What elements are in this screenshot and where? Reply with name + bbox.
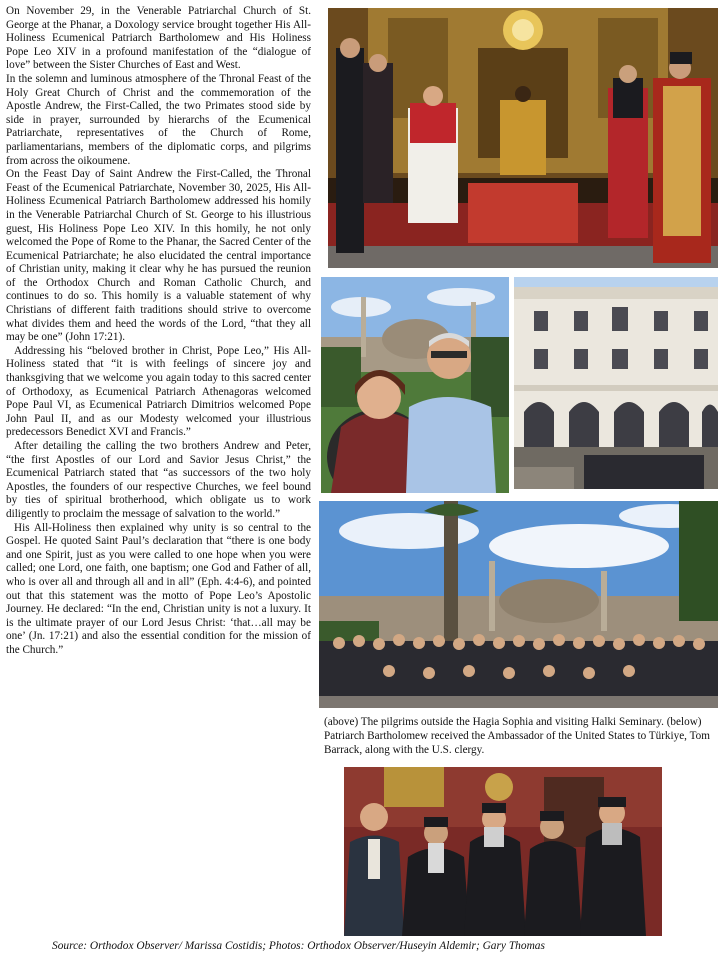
article-paragraph-5: After detailing the calling the two brothers Andrew and Peter, “the first Apostles of our Lord and Savior Jesus Christ,” the Ecumenical Patriarch stated that “as successors of the two holy Apostles, the founders of our respective Churches, we feel bound by ties of spiritual brotherhood, which obligate us to work diligently to proclaim the message of salvation to the world.” (6, 440, 311, 520)
photo-halki-seminary (514, 277, 718, 489)
article-text (6, 5, 311, 658)
article-paragraph-2: In the solemn and luminous atmosphere of the Thronal Feast of the Holy Great Church of Christ and the commemoration of the Apostle Andrew, the First-Called, the two Primates stood side by side in prayer, surrounded by hierarchs of the Ecumenical Patriarchate, representatives of the Church of Rome, parliamentarians, members of the diplomatic corps, and pilgrims from across the oikoumene. (6, 72, 311, 167)
photo-pilgrims-hagia-sophia (321, 277, 509, 493)
source-credit: Source: Orthodox Observer/ Marissa Costidis; Photos: Orthodox Observer/Huseyin Aldemir; Gary Thomas (52, 940, 545, 952)
article-paragraph-6: His All-Holiness then explained why unity is so central to the Gospel. He quoted Saint Paul’s declaration that “there is one body and one Spirit, just as you were called to one hope when you were called; one Lord, one faith, one baptism; one God and Father of all, who is over all and through all and in all” (Eph. 4:4-6), and pointed out that this statement was the motto of Pope Leo’s Apostolic Journey. He declared: “In the end, Christian unity is not a luxury. It is the ultimate prayer of our Lord Jesus Christ: ‘that…all may be one’ (Jn. 17:21) and also the essential condition for the mission of the Church.” (6, 521, 311, 656)
article-paragraph-1: On November 29, in the Venerable Patriarchal Church of St. George at the Phanar, a Doxology service brought together His All-Holiness Ecumenical Patriarch Bartholomew and His Holiness Pope Leo XIV in a profound manifestation of the “dialogue of love” between the Sister Churches of East and West. (6, 5, 311, 72)
article-paragraph-4: Addressing his “beloved brother in Christ, Pope Leo,” His All-Holiness stated that “it is with feelings of sincere joy and thanksgiving that we welcome you again today to this sacred center of Orthodoxy, as Ecumenical Patriarch Athenagoras welcomed Pope Paul VI, as Ecumenical Patriarch Dimitrios welcomed Pope John Paul II, and as our Modesty welcomed your illustrious predecessors Benedict XVI and Francis.” (6, 344, 311, 439)
article-paragraph-3: On the Feast Day of Saint Andrew the First-Called, the Thronal Feast of the Ecumenical Patriarchate, November 30, 2025, His All-Holiness Ecumenical Patriarch Bartholomew addressed his homily in the Venerable Patriarchal Church of St. George to his illustrious guest, His Holiness Pope Leo XIV. In this homily, he not only welcomed the Pope of Rome to the Phanar, the Sacred Center of the Ecumenical Patriarchate; he also elucidated the central importance of Christian unity, making it clear why he has pursued the reunion of the Orthodox Church and Roman Catholic Church, and continues to do so. This homily is a valuable statement of why Christians of different faith traditions should strive to overcome what divides them and heed the words of the Lord, “that they all may be one” (John 17:21). (6, 168, 311, 344)
photo-ambassador-visit (344, 767, 662, 936)
photo-caption: (above) The pilgrims outside the Hagia Sophia and visiting Halki Seminary. (below) Patriarch Bartholomew received the Ambassador of the United States to Türkiye, Tom Barrack, along with the U.S. clergy. (324, 716, 710, 756)
photo-pilgrims-group (319, 501, 718, 708)
photo-doxology-service (328, 8, 718, 268)
